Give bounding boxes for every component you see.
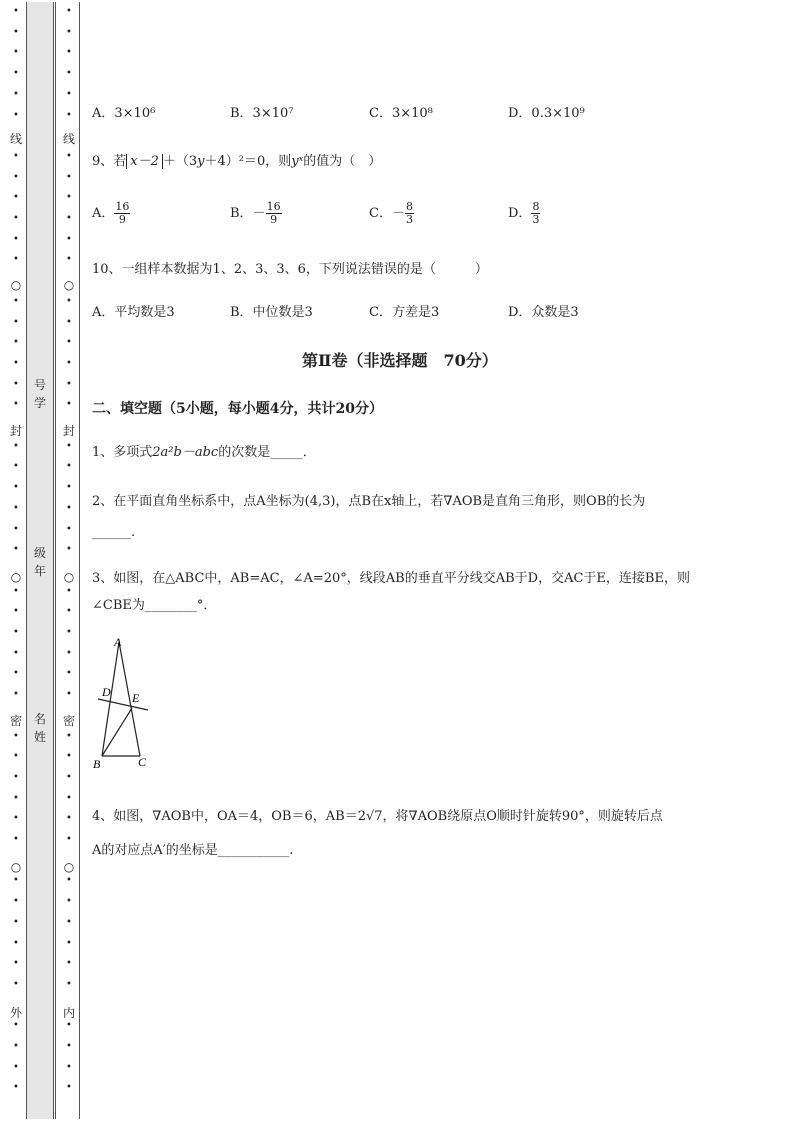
name-label: 名姓: [33, 712, 46, 744]
point-label-d: D: [102, 685, 111, 699]
seal-character: 内: [62, 1006, 75, 1020]
q10-stem: 10、一组样本数据为1、2、3、3、6，下列说法错误的是（ ）: [92, 262, 488, 277]
seal-dot: •: [13, 213, 19, 224]
q9-middle: ＋（3: [162, 154, 198, 169]
seal-character: ○: [10, 860, 22, 874]
triangle-figure: [92, 632, 162, 772]
denominator: 9: [270, 213, 278, 226]
seal-dot: •: [66, 689, 72, 701]
perpendicular-bisector: [98, 699, 148, 710]
q9-option-c: [369, 201, 414, 226]
seal-dot: •: [66, 47, 72, 59]
seal-character: 封: [62, 424, 75, 438]
part-title: 二、填空题（5小题，每小题4分，共计20分）: [92, 401, 383, 417]
seal-dot: •: [13, 834, 19, 845]
q9-stem: [92, 150, 381, 169]
option-sign: －: [391, 206, 405, 221]
seal-dot: •: [66, 668, 72, 680]
seal-dot: •: [66, 1082, 72, 1094]
seal-dot: •: [13, 771, 19, 783]
q10-option-d: D．众数是3: [508, 305, 579, 320]
seal-dot: •: [13, 357, 19, 369]
seal-dot: •: [13, 627, 19, 638]
seal-dot: •: [66, 6, 72, 17]
seal-dot: •: [13, 1020, 19, 1032]
option-sign: －: [252, 206, 266, 221]
seal-dot: •: [66, 834, 72, 845]
vertex-label-c: C: [138, 755, 147, 769]
q9-var-y: y: [197, 154, 205, 169]
q9-after: ＋4）²＝0，则: [204, 154, 292, 169]
seal-dot: •: [13, 1082, 19, 1094]
numerator: 16: [266, 200, 281, 213]
seal-dot: •: [13, 544, 19, 556]
seal-dot: •: [66, 1020, 72, 1032]
seal-dot: •: [66, 502, 72, 514]
q8-option-a: A．3×10⁶: [92, 106, 156, 121]
seal-dot: •: [13, 792, 19, 804]
seal-dot: •: [66, 1041, 72, 1052]
fraction: [405, 201, 414, 226]
seal-dot: •: [13, 233, 19, 245]
seal-dot: •: [66, 937, 72, 949]
seal-dot: •: [66, 523, 72, 535]
q8-option-c: C．3×10⁸: [369, 106, 433, 121]
seal-dot: •: [66, 771, 72, 783]
seal-dot: •: [66, 26, 72, 38]
seal-dot: •: [13, 689, 19, 701]
denominator: 9: [118, 213, 126, 226]
option-label: A．: [92, 206, 115, 221]
binding-frame: [55, 2, 80, 1119]
seal-dot: •: [66, 627, 72, 638]
seal-dot: •: [13, 1041, 19, 1052]
seal-dot: •: [66, 585, 72, 597]
seal-dot: •: [66, 233, 72, 245]
seal-dot: •: [66, 68, 72, 80]
seal-dot: •: [13, 813, 19, 825]
q10-option-b: B．中位数是3: [230, 305, 313, 320]
seal-dot: •: [13, 647, 19, 659]
seal-dot: •: [13, 937, 19, 949]
seal-dot: •: [13, 730, 19, 742]
seal-dot: •: [13, 47, 19, 59]
point-label-e: E: [132, 691, 140, 705]
fraction: [114, 201, 130, 226]
fill1-text-a: 1、多项式: [92, 445, 153, 460]
vertex-label-a: A: [114, 635, 122, 649]
seal-dot: •: [66, 896, 72, 908]
seal-dot: •: [13, 109, 19, 121]
fill1-expression: 2a²b－abc: [152, 445, 219, 460]
q9-suffix: 的值为（ ）: [303, 154, 382, 169]
seal-dot: •: [13, 150, 19, 162]
seal-dot: •: [13, 668, 19, 680]
seal-dot: •: [13, 916, 19, 928]
seal-dot: •: [13, 192, 19, 204]
seal-character: 密: [62, 714, 75, 728]
denominator: 3: [405, 213, 413, 226]
seal-dot: •: [13, 461, 19, 473]
seal-dot: •: [66, 295, 72, 307]
seal-dot: •: [13, 378, 19, 390]
seal-character: ○: [63, 570, 75, 584]
fill4-line2: A的对应点A′的坐标是___________.: [92, 843, 294, 858]
q8-option-d: D．0.3×10⁹: [508, 106, 585, 121]
seal-dot: •: [66, 544, 72, 556]
option-label: C．: [369, 206, 392, 221]
q10-option-c: C．方差是3: [369, 305, 440, 320]
fill1-stem: [92, 441, 316, 460]
seal-dot: •: [13, 6, 19, 17]
seal-dot: •: [66, 337, 72, 349]
fill4-line1: 4、如图，∇AOB中，OA＝4，OB＝6，AB＝2√7，将∇AOB绕原点O顺时针旋转90°，则旋转后点: [92, 809, 663, 824]
seal-character: 封: [9, 424, 22, 438]
seal-dot: •: [13, 875, 19, 887]
seal-character: 外: [9, 1006, 22, 1020]
seal-dot: •: [13, 337, 19, 349]
seal-character: 线: [62, 132, 75, 146]
seal-character: 线: [9, 132, 22, 146]
seal-dot: •: [13, 295, 19, 307]
seal-dot: •: [66, 88, 72, 100]
seal-dot: •: [13, 585, 19, 597]
fraction: [531, 201, 540, 226]
seal-dot: •: [13, 254, 19, 266]
seal-dot: •: [66, 813, 72, 825]
seal-dot: •: [13, 316, 19, 328]
seal-dot: •: [66, 1061, 72, 1073]
vertex-label-b: B: [93, 757, 101, 771]
option-label: B．: [230, 206, 253, 221]
seal-dot: •: [13, 502, 19, 514]
q9-abs-inner: x－2: [130, 154, 159, 169]
seal-character: ○: [10, 570, 22, 584]
fill2-line1: 2、在平面直角坐标系中，点A坐标为(4,3)，点B在x轴上，若∇AOB是直角三角形，则OB的长为: [92, 494, 646, 509]
seal-dot: •: [66, 378, 72, 390]
seal-dot: •: [66, 606, 72, 618]
q9-absolute-value: [126, 154, 163, 169]
fill3-line1: 3、如图，在△ABC中，AB=AC，∠A=20°，线段AB的垂直平分线交AB于D，交AC于E，连接BE，则: [92, 571, 690, 586]
seal-dot: •: [13, 523, 19, 535]
seal-dot: •: [13, 606, 19, 618]
seal-dot: •: [13, 958, 19, 970]
denominator: 3: [532, 213, 540, 226]
seal-dot: •: [66, 192, 72, 204]
q10-option-a: A．平均数是3: [92, 305, 175, 320]
seal-dot: •: [13, 751, 19, 763]
seal-dot: •: [13, 399, 19, 411]
seal-dot: •: [13, 1061, 19, 1073]
section-title: 第Ⅱ卷（非选择题 70分）: [302, 351, 498, 370]
seal-dot: •: [13, 171, 19, 183]
fill2-line2: ______.: [92, 525, 136, 540]
seal-character: ○: [63, 278, 75, 292]
seal-dot: •: [66, 440, 72, 452]
seal-dot: •: [66, 150, 72, 162]
seal-dot: •: [13, 440, 19, 452]
seal-character: ○: [63, 860, 75, 874]
fill1-text-b: 的次数是_____．: [218, 445, 316, 460]
numerator: 8: [405, 200, 413, 213]
grade-label: 级年: [33, 546, 46, 578]
seal-dot: •: [13, 896, 19, 908]
numerator: 16: [115, 200, 130, 213]
seal-dot: •: [13, 978, 19, 990]
seal-dot: •: [66, 254, 72, 266]
seal-dot: •: [66, 647, 72, 659]
option-label: D．: [508, 206, 532, 221]
numerator: 8: [532, 200, 540, 213]
seal-dot: •: [66, 109, 72, 121]
q9-option-a: [92, 201, 130, 226]
segment-ab: [102, 642, 119, 756]
q8-option-b: B．3×10⁷: [230, 106, 294, 121]
seal-dot: •: [66, 978, 72, 990]
seal-dot: •: [66, 461, 72, 473]
fraction: [266, 201, 282, 226]
seal-dot: •: [66, 916, 72, 928]
q9-prefix: 9、若: [92, 154, 127, 169]
seal-character: ○: [10, 278, 22, 292]
seal-character: 密: [9, 714, 22, 728]
seal-dot: •: [66, 792, 72, 804]
seal-dot: •: [66, 875, 72, 887]
fill3-line2: ∠CBE为________°．: [92, 598, 217, 613]
segment-be: [102, 708, 132, 756]
seal-dot: •: [66, 399, 72, 411]
student-number-label: 号学: [33, 378, 46, 410]
seal-dot: •: [66, 171, 72, 183]
seal-dot: •: [66, 213, 72, 224]
seal-dot: •: [66, 958, 72, 970]
seal-dot: •: [66, 751, 72, 763]
seal-dot: •: [66, 316, 72, 328]
q9-var-yx: yˣ: [291, 154, 304, 169]
seal-dot: •: [13, 26, 19, 38]
seal-dot: •: [66, 357, 72, 369]
seal-dot: •: [66, 730, 72, 742]
seal-dot: •: [13, 482, 19, 494]
q9-option-b: [230, 201, 282, 226]
seal-dot: •: [13, 68, 19, 80]
seal-dot: •: [13, 88, 19, 100]
seal-dot: •: [66, 482, 72, 494]
q9-option-d: [508, 201, 540, 226]
